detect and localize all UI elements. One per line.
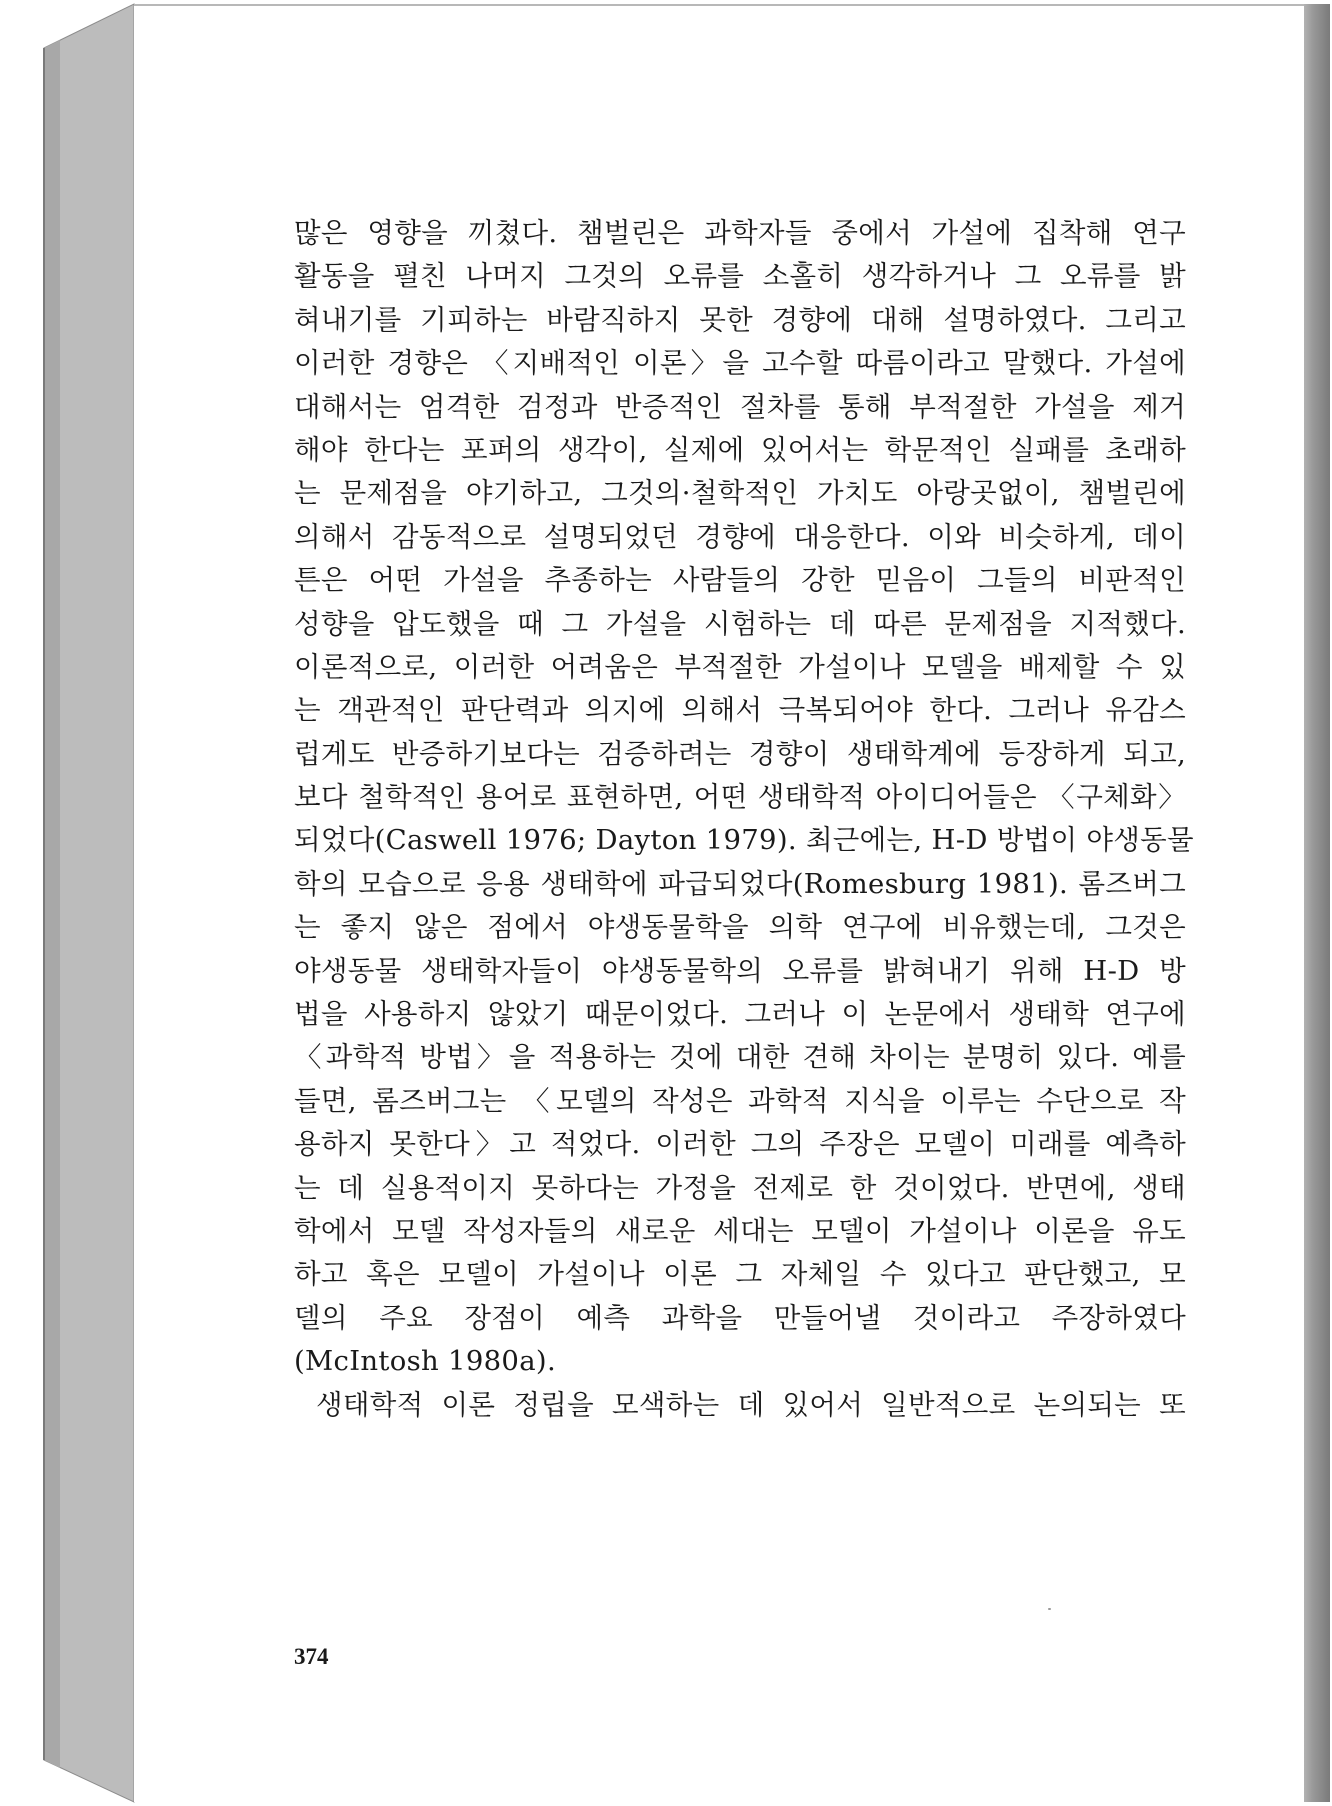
text-line: 는 좋지 않은 점에서 야생동물학을 의학 연구에 비유했는데, 그것은: [294, 911, 1186, 944]
text-line: 하고 혹은 모델이 가설이나 이론 그 자체일 수 있다고 판단했고, 모: [294, 1258, 1186, 1291]
text-line: 들면, 롬즈버그는 〈모델의 작성은 과학적 지식을 이루는 수단으로 작: [294, 1084, 1186, 1117]
text-line: 보다 철학적인 용어로 표현하면, 어떤 생태학적 아이디어들은 〈구체화〉: [294, 781, 1186, 814]
text-line: 의해서 감동적으로 설명되었던 경향에 대응한다. 이와 비슷하게, 데이: [294, 520, 1186, 553]
text-line: 성향을 압도했을 때 그 가설을 시험하는 데 따른 문제점을 지적했다.: [294, 607, 1186, 640]
text-line: 튼은 어떤 가설을 추종하는 사람들의 강한 믿음이 그들의 비판적인: [294, 564, 1186, 597]
text-line: 〈과학적 방법〉을 적용하는 것에 대한 견해 차이는 분명히 있다. 예를: [294, 1041, 1186, 1074]
text-line: 럽게도 반증하기보다는 검증하려는 경향이 생태학계에 등장하게 되고,: [294, 737, 1186, 770]
text-line: 대해서는 엄격한 검정과 반증적인 절차를 통해 부적절한 가설을 제거: [294, 390, 1186, 423]
text-line: 는 객관적인 판단력과 의지에 의해서 극복되어야 한다. 그러나 유감스: [294, 694, 1186, 727]
text-line: (McIntosh 1980a).: [294, 1345, 556, 1378]
page-number: 374: [294, 1644, 329, 1669]
text-line: 법을 사용하지 않았기 때문이었다. 그러나 이 논문에서 생태학 연구에: [294, 998, 1186, 1031]
book-left-edge-highlight: [44, 40, 60, 1768]
text-line: 야생동물 생태학자들이 야생동물학의 오류를 밝혀내기 위해 H-D 방: [294, 954, 1186, 987]
body-text: [294, 212, 1194, 1427]
text-line: 델의 주요 장점이 예측 과학을 만들어낼 것이라고 주장하였다: [294, 1301, 1186, 1334]
text-line: 해야 한다는 포퍼의 생각이, 실제에 있어서는 학문적인 실패를 초래하: [294, 433, 1186, 466]
text-line: 되었다(Caswell 1976; Dayton 1979). 최근에는, H-D 방법이 야생동물: [294, 824, 1194, 857]
text-line: 학에서 모델 작성자들의 새로운 세대는 모델이 가설이나 이론을 유도: [294, 1214, 1186, 1247]
text-line: 이러한 경향은 〈지배적인 이론〉을 고수할 따름이라고 말했다. 가설에: [294, 347, 1186, 380]
text-line: 활동을 펼친 나머지 그것의 오류를 소홀히 생각하거나 그 오류를 밝: [294, 260, 1186, 293]
text-line: 이론적으로, 이러한 어려움은 부적절한 가설이나 모델을 배제할 수 있: [294, 650, 1186, 683]
text-line: 혀내기를 기피하는 바람직하지 못한 경향에 대해 설명하였다. 그리고: [294, 303, 1186, 336]
text-line: 는 문제점을 야기하고, 그것의·철학적인 가치도 아랑곳없이, 챔벌린에: [294, 477, 1186, 510]
text-line: 학의 모습으로 응용 생태학에 파급되었다(Romesburg 1981). 롬즈버그: [294, 867, 1186, 900]
text-line: 는 데 실용적이지 못하다는 가정을 전제로 한 것이었다. 반면에, 생태: [294, 1171, 1186, 1204]
text-line-paragraph-start: 생태학적 이론 정립을 모색하는 데 있어서 일반적으로 논의되는 또: [316, 1388, 1186, 1421]
text-line: 많은 영향을 끼쳤다. 챔벌린은 과학자들 중에서 가설에 집착해 연구: [294, 217, 1186, 249]
text-line: 용하지 못한다〉고 적었다. 이러한 그의 주장은 모델이 미래를 예측하: [294, 1128, 1186, 1161]
scan-speck: [1048, 1608, 1051, 1610]
